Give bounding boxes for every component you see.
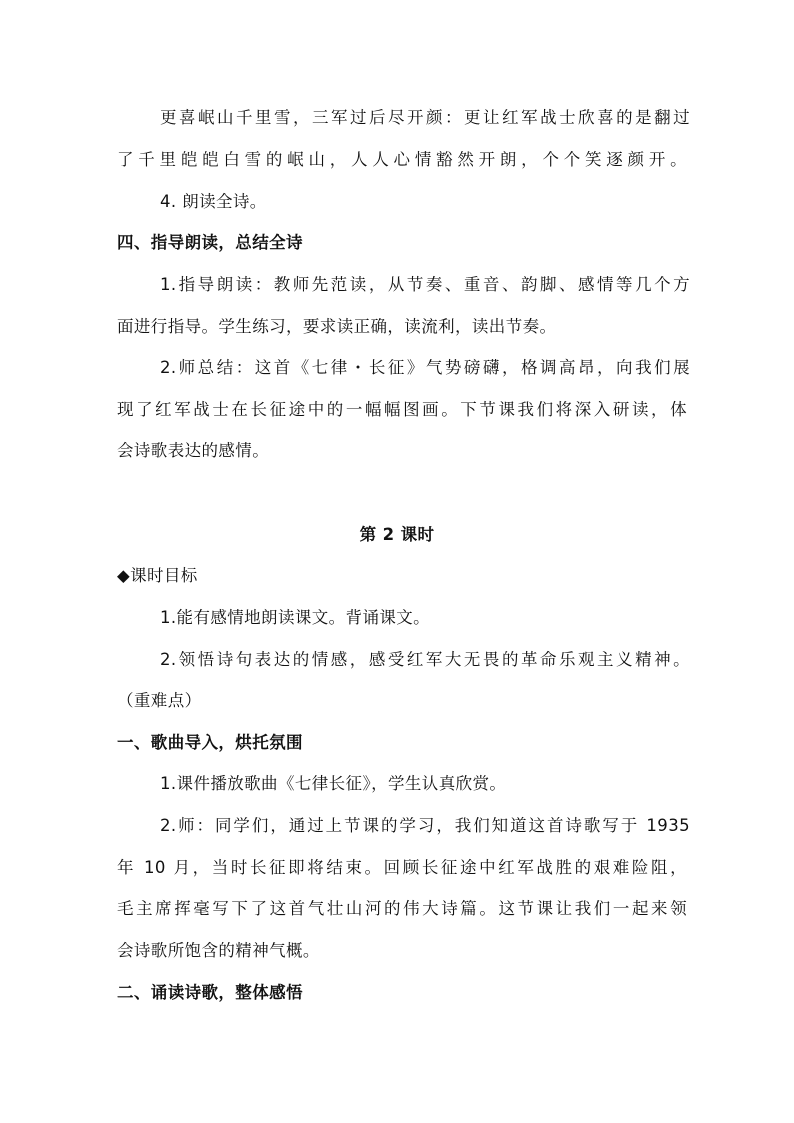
paragraph-line: 面进行指导。学生练习，要求读正确，读流利，读出节奏。 — [117, 317, 557, 336]
paragraph-line: 年 10 月，当时长征即将结束。回顾长征途中红军战胜的艰难险阻， — [117, 858, 687, 877]
list-item: 2.师：同学们，通过上节课的学习，我们知道这首诗歌写于 1935 — [160, 816, 690, 835]
list-item: 2.领悟诗句表达的情感，感受红军大无畏的革命乐观主义精神。 — [160, 650, 690, 669]
list-item: 2.师总结：这首《七律・长征》气势磅礴，格调高昂，向我们展 — [160, 358, 690, 377]
list-item: 1.课件播放歌曲《七律长征》，学生认真欣赏。 — [160, 774, 507, 793]
paragraph-line: 毛主席挥毫写下了这首气壮山河的伟大诗篇。这节课让我们一起来领 — [117, 899, 687, 918]
list-item: 1.指导朗读：教师先范读，从节奏、重音、韵脚、感情等几个方 — [160, 275, 690, 294]
section-heading: 二、诵读诗歌，整体感悟 — [117, 983, 303, 1002]
paragraph-line: 了千里皑皑白雪的岷山，人人心情豁然开朗，个个笑逐颜开。 — [117, 150, 687, 169]
paragraph-line: 现了红军战士在长征途中的一幅幅图画。下节课我们将深入研读，体 — [117, 400, 687, 419]
list-item: 1.能有感情地朗读课文。背诵课文。 — [160, 608, 431, 627]
list-item: 4. 朗读全诗。 — [160, 192, 267, 211]
paragraph-line: 会诗歌所饱含的精神气概。 — [117, 941, 320, 960]
paragraph-line: 会诗歌表达的感情。 — [117, 441, 270, 460]
paragraph-line: （重难点） — [117, 691, 202, 710]
section-heading: 一、歌曲导入，烘托氛围 — [117, 733, 303, 752]
objectives-label: ◆课时目标 — [117, 566, 198, 585]
section-heading: 四、指导朗读，总结全诗 — [117, 233, 303, 252]
paragraph-line: 更喜岷山千里雪，三军过后尽开颜：更让红军战士欣喜的是翻过 — [160, 108, 690, 127]
lesson-title: 第 2 课时 — [359, 525, 435, 544]
